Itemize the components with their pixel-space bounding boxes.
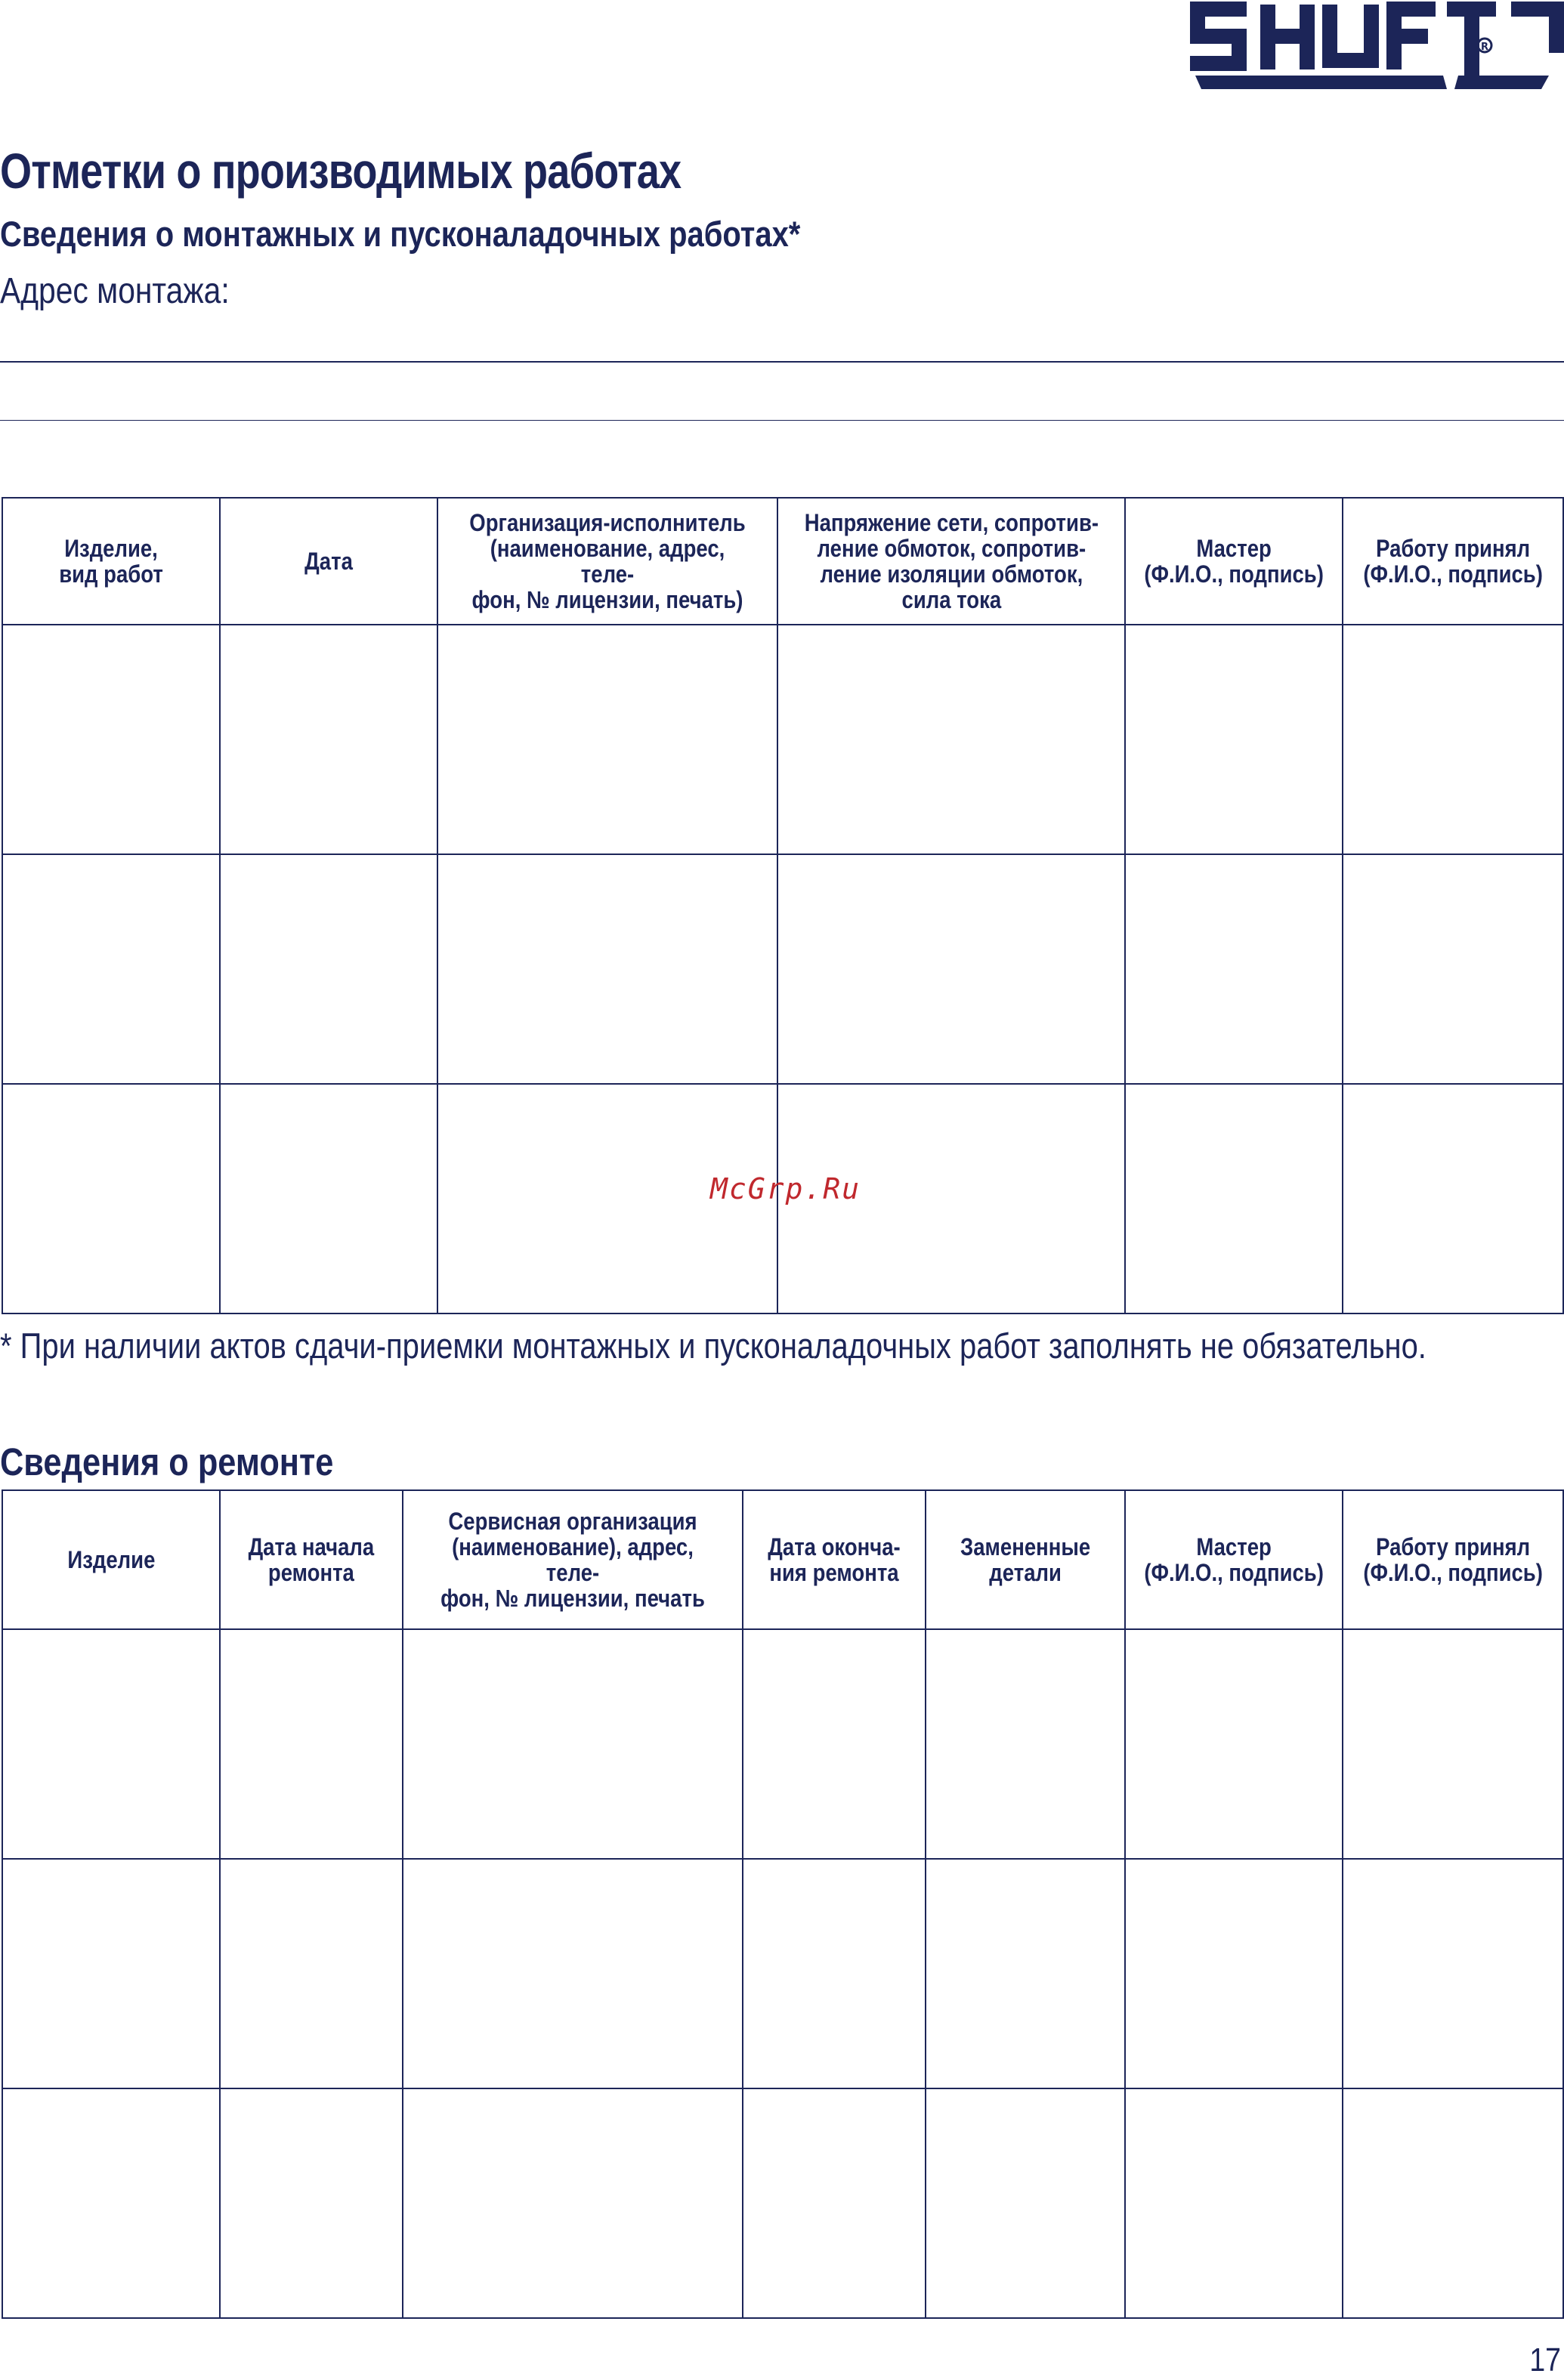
table-cell[interactable]: [403, 2088, 743, 2318]
footnote: * При наличии актов сдачи-приемки монтажных и пусконаладочных работ заполнять не обязательно.: [0, 1326, 1426, 1366]
table-cell[interactable]: [220, 1084, 437, 1313]
column-header-label: Замененные детали: [960, 1533, 1091, 1586]
table-cell[interactable]: [2, 2088, 220, 2318]
table-header-row: [2, 498, 1563, 625]
address-line-1[interactable]: [0, 361, 1564, 363]
table-cell[interactable]: [437, 854, 777, 1084]
column-header: [926, 1490, 1125, 1629]
table-cell[interactable]: [1125, 1859, 1343, 2088]
column-header: [437, 498, 777, 625]
section-title-repair: Сведения о ремонте: [0, 1440, 334, 1483]
column-header-label: Изделие, вид работ: [59, 535, 163, 588]
table-cell[interactable]: [926, 1629, 1125, 1859]
table-cell[interactable]: [1343, 2088, 1563, 2318]
column-header: [743, 1490, 926, 1629]
column-header-label: Мастер (Ф.И.О., подпись): [1144, 1533, 1324, 1586]
column-header: [1343, 1490, 1563, 1629]
column-header-label: Работу принял (Ф.И.О., подпись): [1363, 535, 1543, 588]
column-header-label: Работу принял (Ф.И.О., подпись): [1363, 1533, 1543, 1586]
table-cell[interactable]: [2, 625, 220, 854]
table-cell[interactable]: [743, 2088, 926, 2318]
watermark: McGrp.Ru: [710, 1172, 861, 1205]
table-row: [2, 1629, 1563, 1859]
table-cell[interactable]: [1343, 1629, 1563, 1859]
column-header-label: Изделие: [67, 1546, 155, 1573]
table-row: [2, 1859, 1563, 2088]
table-cell[interactable]: [2, 854, 220, 1084]
shuft-logo: [1186, 0, 1564, 106]
table-cell[interactable]: [926, 1859, 1125, 2088]
table-cell[interactable]: [2, 1859, 220, 2088]
column-header-label: Дата начала ремонта: [248, 1533, 375, 1586]
table-cell[interactable]: [220, 1859, 403, 2088]
column-header: [1125, 498, 1343, 625]
table-cell[interactable]: [1125, 1629, 1343, 1859]
column-header-label: Сервисная организация (наименование), адрес, теле- фон, № лицензии, печать: [440, 1508, 705, 1612]
table-cell[interactable]: [437, 625, 777, 854]
table-cell[interactable]: [1125, 2088, 1343, 2318]
address-label: Адрес монтажа:: [0, 271, 230, 311]
column-header: [2, 498, 220, 625]
table-cell[interactable]: [403, 1629, 743, 1859]
table-cell[interactable]: [1343, 1084, 1563, 1313]
column-header-label: Мастер (Ф.И.О., подпись): [1144, 535, 1324, 588]
table-cell[interactable]: [743, 1629, 926, 1859]
column-header: [220, 498, 437, 625]
table-cell[interactable]: [2, 1629, 220, 1859]
table-cell[interactable]: [1343, 854, 1563, 1084]
table-cell[interactable]: [777, 625, 1125, 854]
svg-text:R: R: [1481, 42, 1489, 53]
table-cell[interactable]: [777, 854, 1125, 1084]
table-cell[interactable]: [220, 625, 437, 854]
table-cell[interactable]: [1125, 1084, 1343, 1313]
table-row: [2, 625, 1563, 854]
column-header: [1125, 1490, 1343, 1629]
table-cell[interactable]: [743, 1859, 926, 2088]
table-cell[interactable]: [1343, 1859, 1563, 2088]
table-cell[interactable]: [1125, 854, 1343, 1084]
column-header-label: Дата: [304, 548, 353, 575]
column-header: [403, 1490, 743, 1629]
table-cell[interactable]: [1125, 625, 1343, 854]
column-header: [2, 1490, 220, 1629]
table-cell[interactable]: [403, 1859, 743, 2088]
column-header-label: Организация-исполнитель (наименование, адрес, теле- фон, № лицензии, печать): [469, 509, 746, 613]
table-header-row: [2, 1490, 1563, 1629]
column-header-label: Дата оконча- ния ремонта: [768, 1533, 901, 1586]
column-header: [1343, 498, 1563, 625]
column-header-label: Напряжение сети, сопротив- ление обмоток, сопротив- ление изоляции обмоток, сила тока: [804, 509, 1099, 613]
column-header: [777, 498, 1125, 625]
table-cell[interactable]: [220, 854, 437, 1084]
address-line-2[interactable]: [0, 420, 1564, 421]
column-header: [220, 1490, 403, 1629]
table-cell[interactable]: [220, 2088, 403, 2318]
table-cell[interactable]: [2, 1084, 220, 1313]
page-number: 17: [1529, 2341, 1561, 2378]
table-cell[interactable]: [1343, 625, 1563, 854]
table-row: [2, 2088, 1563, 2318]
table-cell[interactable]: [220, 1629, 403, 1859]
table-row: [2, 854, 1563, 1084]
repair-table: [2, 1489, 1564, 2319]
page-title: Отметки о производимых работах: [0, 143, 682, 199]
section-title-installation: Сведения о монтажных и пусконаладочных работах*: [0, 214, 801, 254]
table-cell[interactable]: [926, 2088, 1125, 2318]
